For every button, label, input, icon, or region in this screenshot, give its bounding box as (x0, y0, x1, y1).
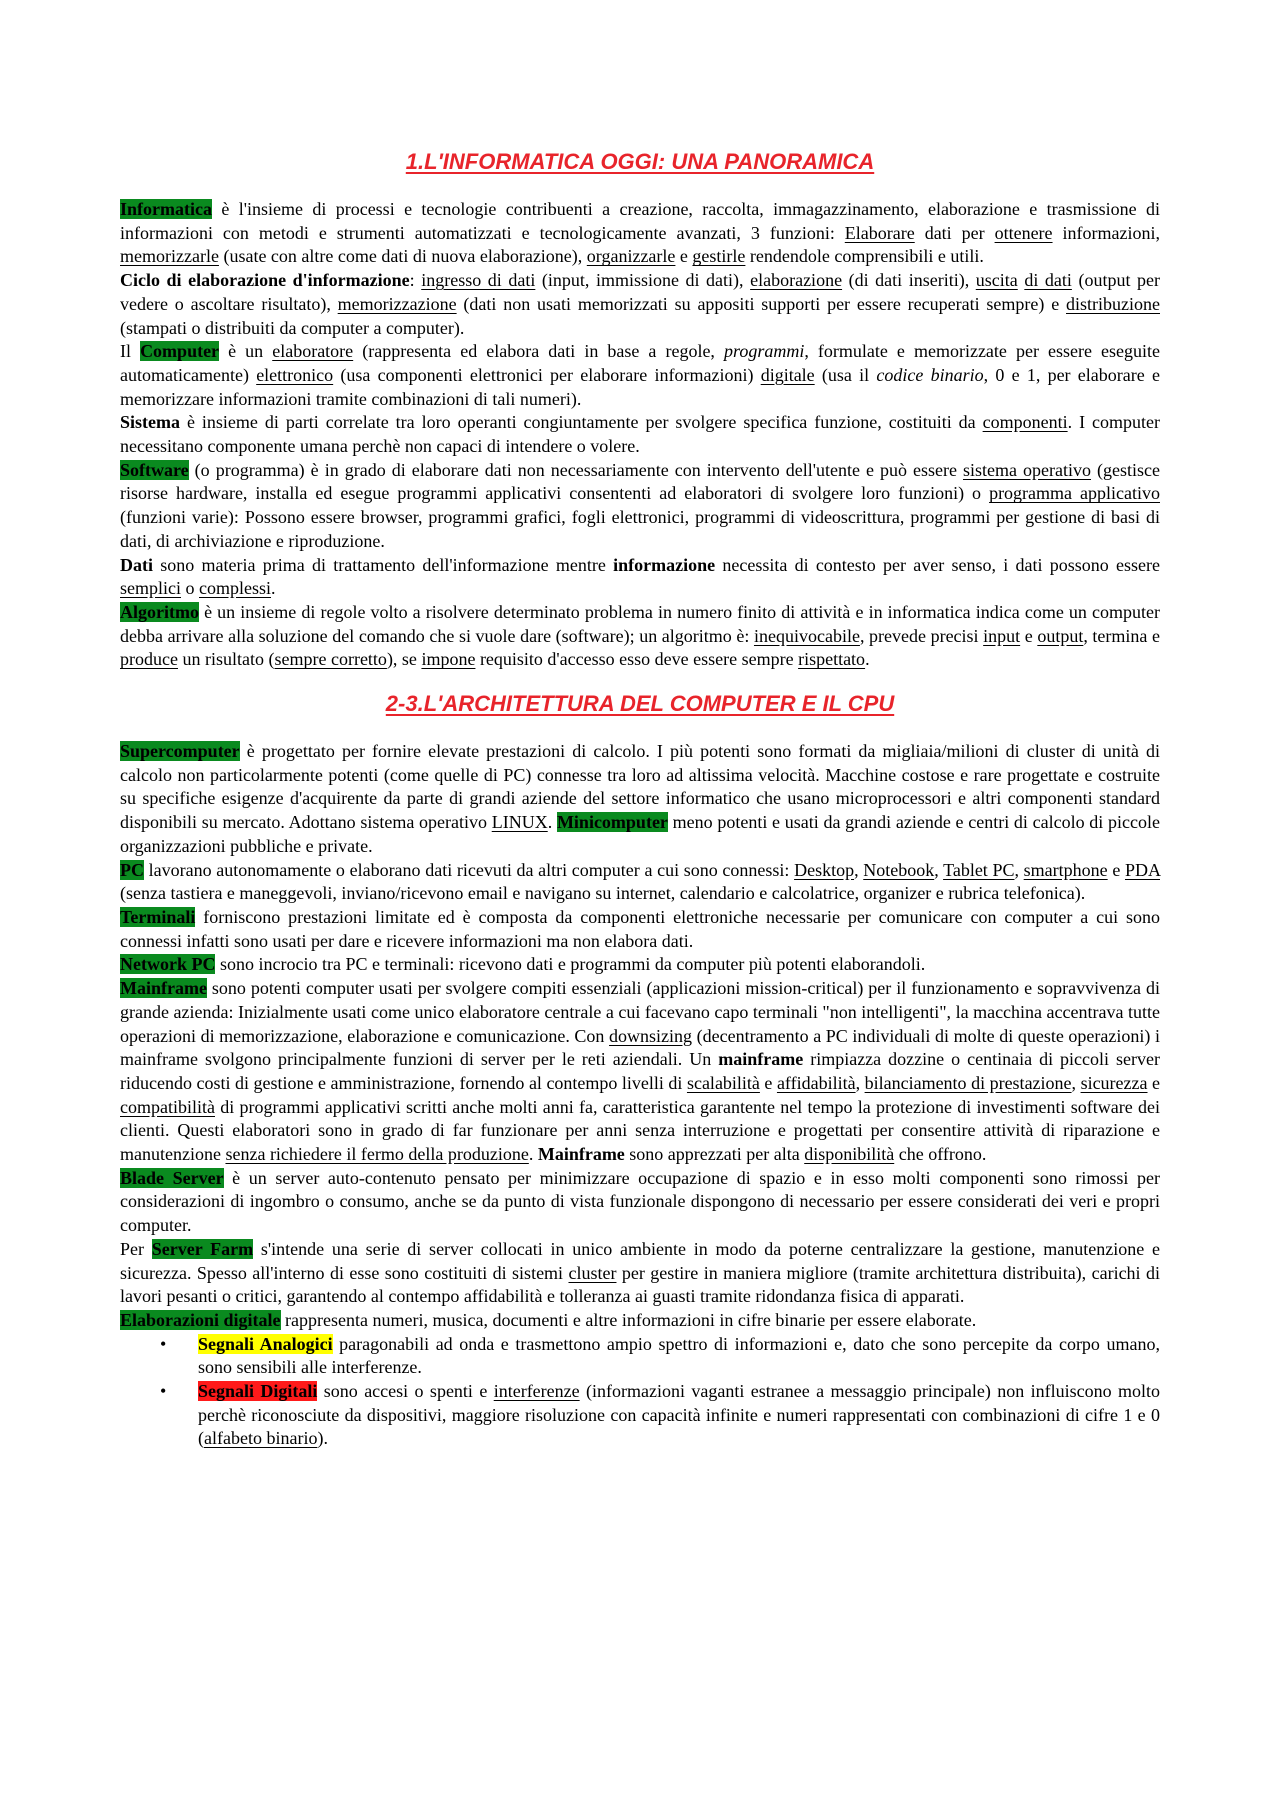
document-body (120, 0, 1160, 1451)
paragraph-supercomputer: Supercomputer è progettato per fornire elevate prestazioni di calcolo. I più potenti sono formati da migliaia/milioni di cluster di unità di calcolo non particolarmente potenti (come quelle di PC) connesse tra loro ad altissima velocità. Macchine costose e rare progettate e costruite su specifiche esigenze d'acquirente da parte di grandi aziende del settore informatico che usano microprocessori e altri componenti standard disponibili su mercato. Adottano sistema operativo LINUX. Minicomputer meno potenti e usati da grandi aziende e centri di calcolo di piccole organizzazioni pubbliche e private. (120, 741, 1160, 856)
paragraph-dati: Dati sono materia prima di trattamento dell'informazione mentre informazione necessita di contesto per aver senso, i dati possono essere semplici o complessi. (120, 554, 1160, 599)
section-title-2: 2-3.L'ARCHITETTURA DEL COMPUTER E IL CPU (385, 691, 895, 717)
term-highlight: Supercomputer (120, 741, 240, 762)
paragraph-network-pc: Network PC sono incrocio tra PC e terminali: ricevono dati e programmi da computer più potenti elaborandoli. (120, 954, 926, 975)
paragraph-mainframe: Mainframe sono potenti computer usati per svolgere compiti essenziali (applicazioni mission-critical) per il funzionamento e sopravvivenza di grande azienda: Inizialmente usati come unico elaboratore centrale a cui facevano capo terminali "non intelligenti", la macchina accentrava tutte operazioni di memorizzazione, elaborazione e comunicazione. Con downsizing (decentramento a PC individuali di molte di queste operazioni) i mainframe svolgono principalmente funzioni di server per le reti aziendali. Un mainframe rimpiazza dozzine o centinaia di piccoli server riducendo costi di gestione e amministrazione, fornendo al contempo livelli di scalabilità e affidabilità, bilanciamento di prestazione, sicurezza e compatibilità di programmi applicativi scritti anche molti anni fa, caratteristica garantente nel tempo la protezione di investimenti software dei clienti. Questi elaboratori sono in grado di far funzionare per anni senza interruzione e progettati per consentire attività di riparazione e manutenzione senza richiedere il fermo della produzione. Mainframe sono apprezzati per alta disponibilità che offrono. (120, 978, 1161, 1165)
term-highlight: Segnali Digitali (198, 1381, 318, 1402)
term-highlight: Computer (140, 341, 220, 362)
paragraph-ciclo: Ciclo di elaborazione d'informazione: ingresso di dati (input, immissione di dati), elaborazione (di dati inseriti), uscita di dati (output per vedere o ascoltare risultato), memorizzazione (dati non usati memorizzati su appositi supporti per essere recuperati sempre) e distribuzione (stampati o distribuiti da computer a computer). (120, 270, 1160, 338)
term-highlight: Minicomputer (556, 812, 668, 833)
bullet-icon: • (160, 1333, 167, 1354)
paragraph-informatica: Informatica è l'insieme di processi e tecnologie contribuenti a creazione, raccolta, immagazzinamento, elaborazione e trasmissione di informazioni con metodi e strumenti automatizzati e tecnologicamente avanzati, 3 funzioni: Elaborare dati per ottenere informazioni, memorizzarle (usate con altre come dati di nuova elaborazione), organizzarle e gestirle rendendole comprensibili e utili. (120, 199, 1160, 267)
term-highlight: Mainframe (120, 978, 207, 999)
term-highlight: Elaborazioni digitale (120, 1309, 281, 1330)
paragraph-elaborazioni-digitale: Elaborazioni digitale rappresenta numeri, musica, documenti e altre informazioni in cifre binarie per essere elaborate. (120, 1309, 977, 1330)
term-highlight: Server Farm (151, 1238, 254, 1259)
term-highlight: Software (120, 459, 189, 480)
term-highlight: Network PC (120, 954, 216, 975)
term-highlight: Terminali (120, 906, 196, 927)
term-highlight: Segnali Analogici (198, 1333, 333, 1354)
paragraph-blade-server: Blade Server è un server auto-contenuto pensato per minimizzare occupazione di spazio e in esso molti componenti sono rimossi per considerazioni di ingombro o consumo, anche se da punto di vista funzionale dispongono di necessario per essere considerati dei veri e propri computer. (120, 1167, 1160, 1236)
term-highlight: Blade Server (120, 1167, 224, 1188)
section-title-1: 1.L'INFORMATICA OGGI: UNA PANORAMICA (405, 149, 875, 174)
paragraph-software: Software (o programma) è in grado di elaborare dati non necessariamente con intervento dell'utente e può essere sistema operativo (gestisce risorse hardware, installa ed esegue programmi applicativi consententi ad elaboratori di svolgere loro funzioni) o programma applicativo (funzioni varie): Possono essere browser, programmi grafici, fogli elettronici, programmi di videoscrittura, programmi per gestione di basi di dati, di archiviazione e riproduzione. (120, 459, 1160, 551)
bullet-icon: • (160, 1381, 167, 1402)
list-item: • Segnali Digitali sono accesi o spenti e interferenze (informazioni vaganti estranee a messaggio principale) non influiscono molto perchè riconosciute da dispositivi, maggiore risoluzione con capacità infinite e numeri rappresentati con combinazioni di cifre 1 e 0 (alfabeto binario). (160, 1381, 1160, 1449)
paragraph-sistema: Sistema è insieme di parti correlate tra loro operanti congiuntamente per svolgere specifica funzione, costituiti da componenti. I computer necessitano componente umana perchè non capaci di intendere o volere. (120, 412, 1161, 457)
list-item: • Segnali Analogici paragonabili ad onda e trasmettono ampio spettro di informazioni e, dato che sono percepite da corpo umano, sono sensibili alle interferenze. (160, 1333, 1160, 1378)
paragraph-pc: PC lavorano autonomamente o elaborano dati ricevuti da altri computer a cui sono connessi: Desktop, Notebook, Tablet PC, smartphone e PDA (senza tastiera e maneggevoli, inviano/ricevono email e navigano su internet, calendario e calcolatrice, organizer e rubrica telefonica). (120, 859, 1160, 904)
term-highlight: Algoritmo (120, 601, 199, 622)
paragraph-terminali: Terminali forniscono prestazioni limitate ed è composta da componenti elettroniche necessarie per comunicare con computer a cui sono connessi infatti sono usati per dare e ricevere informazioni ma non elabora dati. (120, 906, 1160, 951)
bullet-list (120, 1333, 1160, 1452)
term-highlight: Informatica (120, 199, 212, 219)
paragraph-computer: Il Computer è un elaboratore (rappresenta ed elabora dati in base a regole, programmi, formulate e memorizzate per essere eseguite automaticamente) elettronico (usa componenti elettronici per elaborare informazioni) digitale (usa il codice binario, 0 e 1, per elaborare e memorizzare informazioni tramite combinazioni di tali numeri). (120, 341, 1160, 409)
term-highlight: PC (120, 859, 144, 880)
paragraph-server-farm: Per Server Farm s'intende una serie di server collocati in unico ambiente in modo da poterne centralizzare la gestione, manutenzione e sicurezza. Spesso all'interno di esse sono costituiti di sistemi cluster per gestire in maniera migliore (tramite architettura distribuita), carichi di lavori pesanti o critici, garantendo al contempo affidabilità e tolleranza ai guasti tramite ridondanza fisica di apparati. (120, 1238, 1160, 1307)
paragraph-algoritmo: Algoritmo è un insieme di regole volto a risolvere determinato problema in numero finito di attività e in informatica indica come un computer debba arrivare alla soluzione del comando che si vuole dare (software); un algoritmo è: inequivocabile, prevede precisi input e output, termina e produce un risultato (sempre corretto), se impone requisito d'accesso esso deve essere sempre rispettato. (120, 601, 1160, 670)
